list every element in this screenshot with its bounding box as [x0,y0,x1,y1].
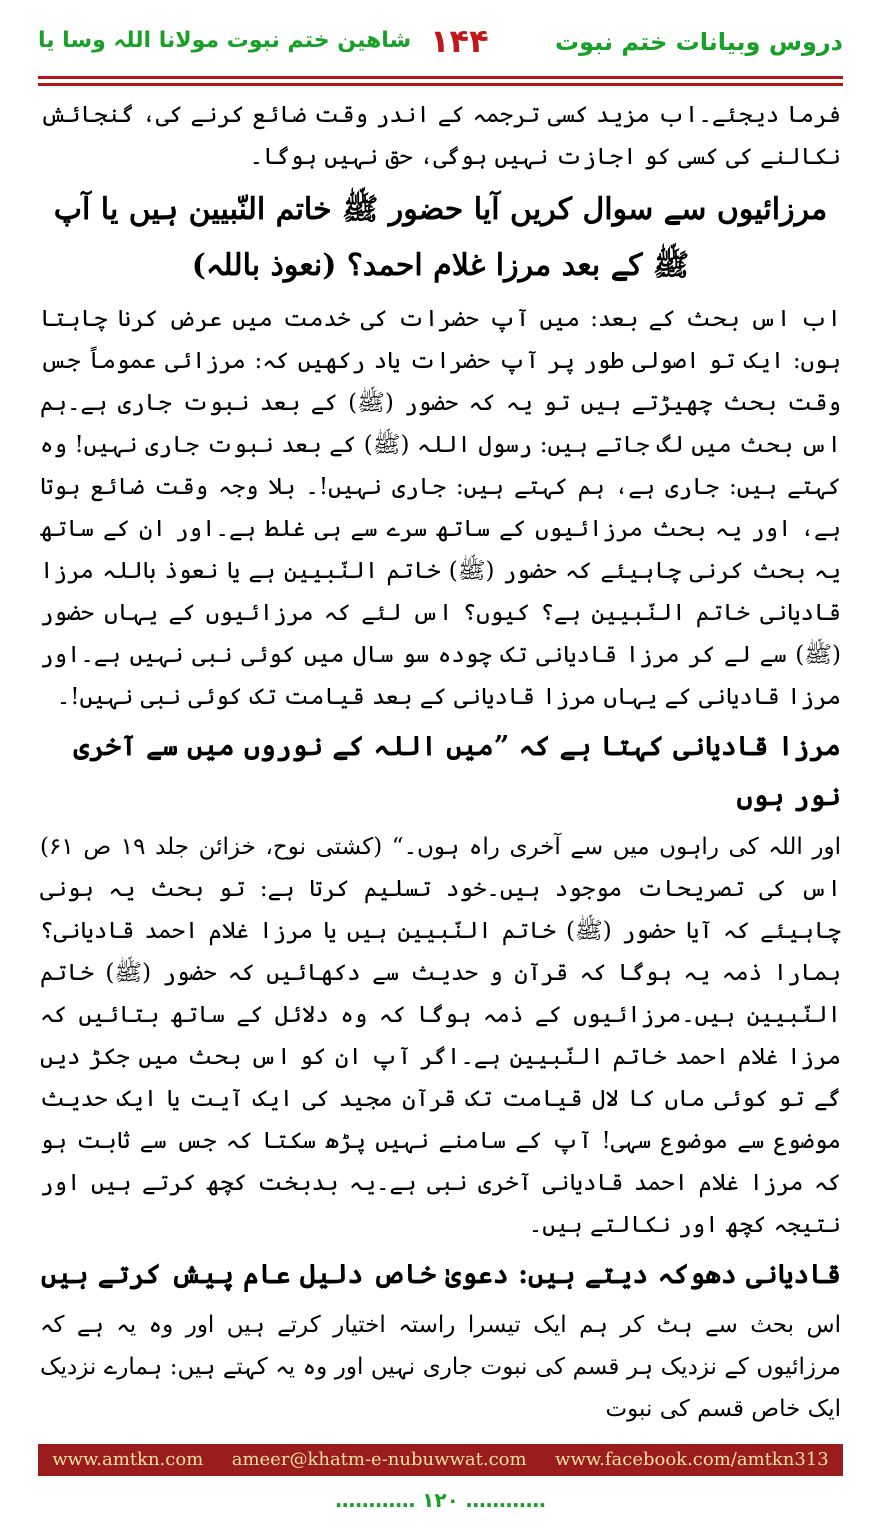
paragraph-3: اور اللہ کی راہوں میں سے آخری راہ ہوں۔“ (کشتی نوح، خزائن جلد ۱۹ ص ۶۱) اس کی تصریحات موجود ہیں۔خود تسلیم کرتا ہے: تو بحث یہ ہونی چاہیئے کہ آیا حضور (ﷺ) خاتم النّبیین ہیں یا مرزا غلام احمد قادیانی؟ ہمارا ذمہ یہ ہوگا کہ قرآن و حدیث سے دکھائیں کہ حضور (ﷺ) خاتم النّبیین ہیں۔مرزائیوں کے ذمہ ہوگا کہ وہ دلائل کے ساتھ بتائیں کہ مرزا غلام احمد خاتم النّبیین ہے۔اگر آپ ان کو اس بحث میں جکڑ دیں گے تو کوئی ماں کا لال قیامت تک قرآن مجید کی ایک آیت یا ایک حدیث موضوع سے موضوع سہی! آپ کے سامنے نہیں پڑھ سکتا کہ جس سے ثابت ہو کہ مرزا غلام احمد قادیانی آخری نبی ہے۔یہ بدبخت کچھ کرتے ہیں اور نتیجہ کچھ اور نکالتے ہیں۔ [40,834,841,1238]
header-divider-top [38,76,843,79]
email-link[interactable]: ameer@khatm-e-nubuwwat.com [231,1449,527,1470]
header-divider-bottom [38,83,843,86]
page-header [38,22,843,70]
footer-links-bar [38,1444,843,1476]
author-name: شاهین ختم نبوت مولانا اللہ وسا یا [38,28,412,53]
main-content [40,94,841,1434]
section-heading-1: مرزائیوں سے سوال کریں آیا حضور ﷺ خاتم النّبیین ہیں یا آپ ﷺ کے بعد مرزا غلام احمد؟ (نعوذ باللہ) [53,192,828,283]
section-heading-2: مرزا قادیانی کہتا ہے کہ ”میں اللہ کے نوروں میں سے آخری نور ہوں [73,731,841,812]
book-title: دروس وبیانات ختم نبوت [555,28,843,56]
section-heading-3: قادیانی دھوکہ دیتے ہیں: دعویٰ خاص دلیل عام پیش کرتے ہیں [40,1259,841,1290]
footer-page-number: ………… ۱۲۰ ………… [335,1488,546,1512]
website-link[interactable]: www.amtkn.com [52,1449,204,1470]
paragraph-2: اب اس بحث کے بعد: میں آپ حضرات کی خدمت میں عرض کرنا چاہتا ہوں: ایک تو اصولی طور پر آپ حضرات یاد رکھیں کہ: مرزائی عموماً جس وقت بحث چھیڑتے ہیں تو یہ کہ حضور (ﷺ) کے بعد نبوت جاری ہے۔ہم اس بحث میں لگ جاتے ہیں: رسول اللہ (ﷺ) کے بعد نبوت جاری نہیں! وہ کہتے ہیں: جاری ہے، ہم کہتے ہیں: جاری نہیں!۔ بلا وجہ وقت ضائع ہوتا ہے، اور یہ بحث مرزائیوں کے ساتھ سرے سے ہی غلط ہے۔اور ان کے ساتھ یہ بحث کرنی چاہیئے کہ حضور (ﷺ) خاتم النّبیین ہے یا نعوذ باللہ مرزا قادیانی خاتم النّبیین ہے؟ کیوں؟ اس لئے کہ مرزائیوں کے یہاں حضور (ﷺ) سے لے کر مرزا قادیانی تک چودہ سو سال میں کوئی نبی نہیں ہے۔اور مرزا قادیانی کے یہاں مرزا قادیانی کے بعد قیامت تک کوئی نبی نہیں!۔ [40,306,841,710]
paragraph-4: اس بحث سے ہٹ کر ہم ایک تیسرا راستہ اختیار کرتے ہیں اور وہ یہ ہے کہ مرزائیوں کے نزدیک ہر قسم کی نبوت جاری نہیں اور وہ یہ کہتے ہیں: ہمارے نزدیک ایک خاص قسم کی نبوت [40,1312,841,1422]
paragraph-1: فرما دیجئے۔اب مزید کسی ترجمہ کے اندر وقت ضائع کرنے کی، گنجائش نکالنے کی کسی کو اجازت نہیں ہوگی، حق نہیں ہوگا۔ [40,102,841,170]
header-page-number: ۱۴۴ [430,22,489,60]
facebook-link[interactable]: www.facebook.com/amtkn313 [555,1449,829,1470]
